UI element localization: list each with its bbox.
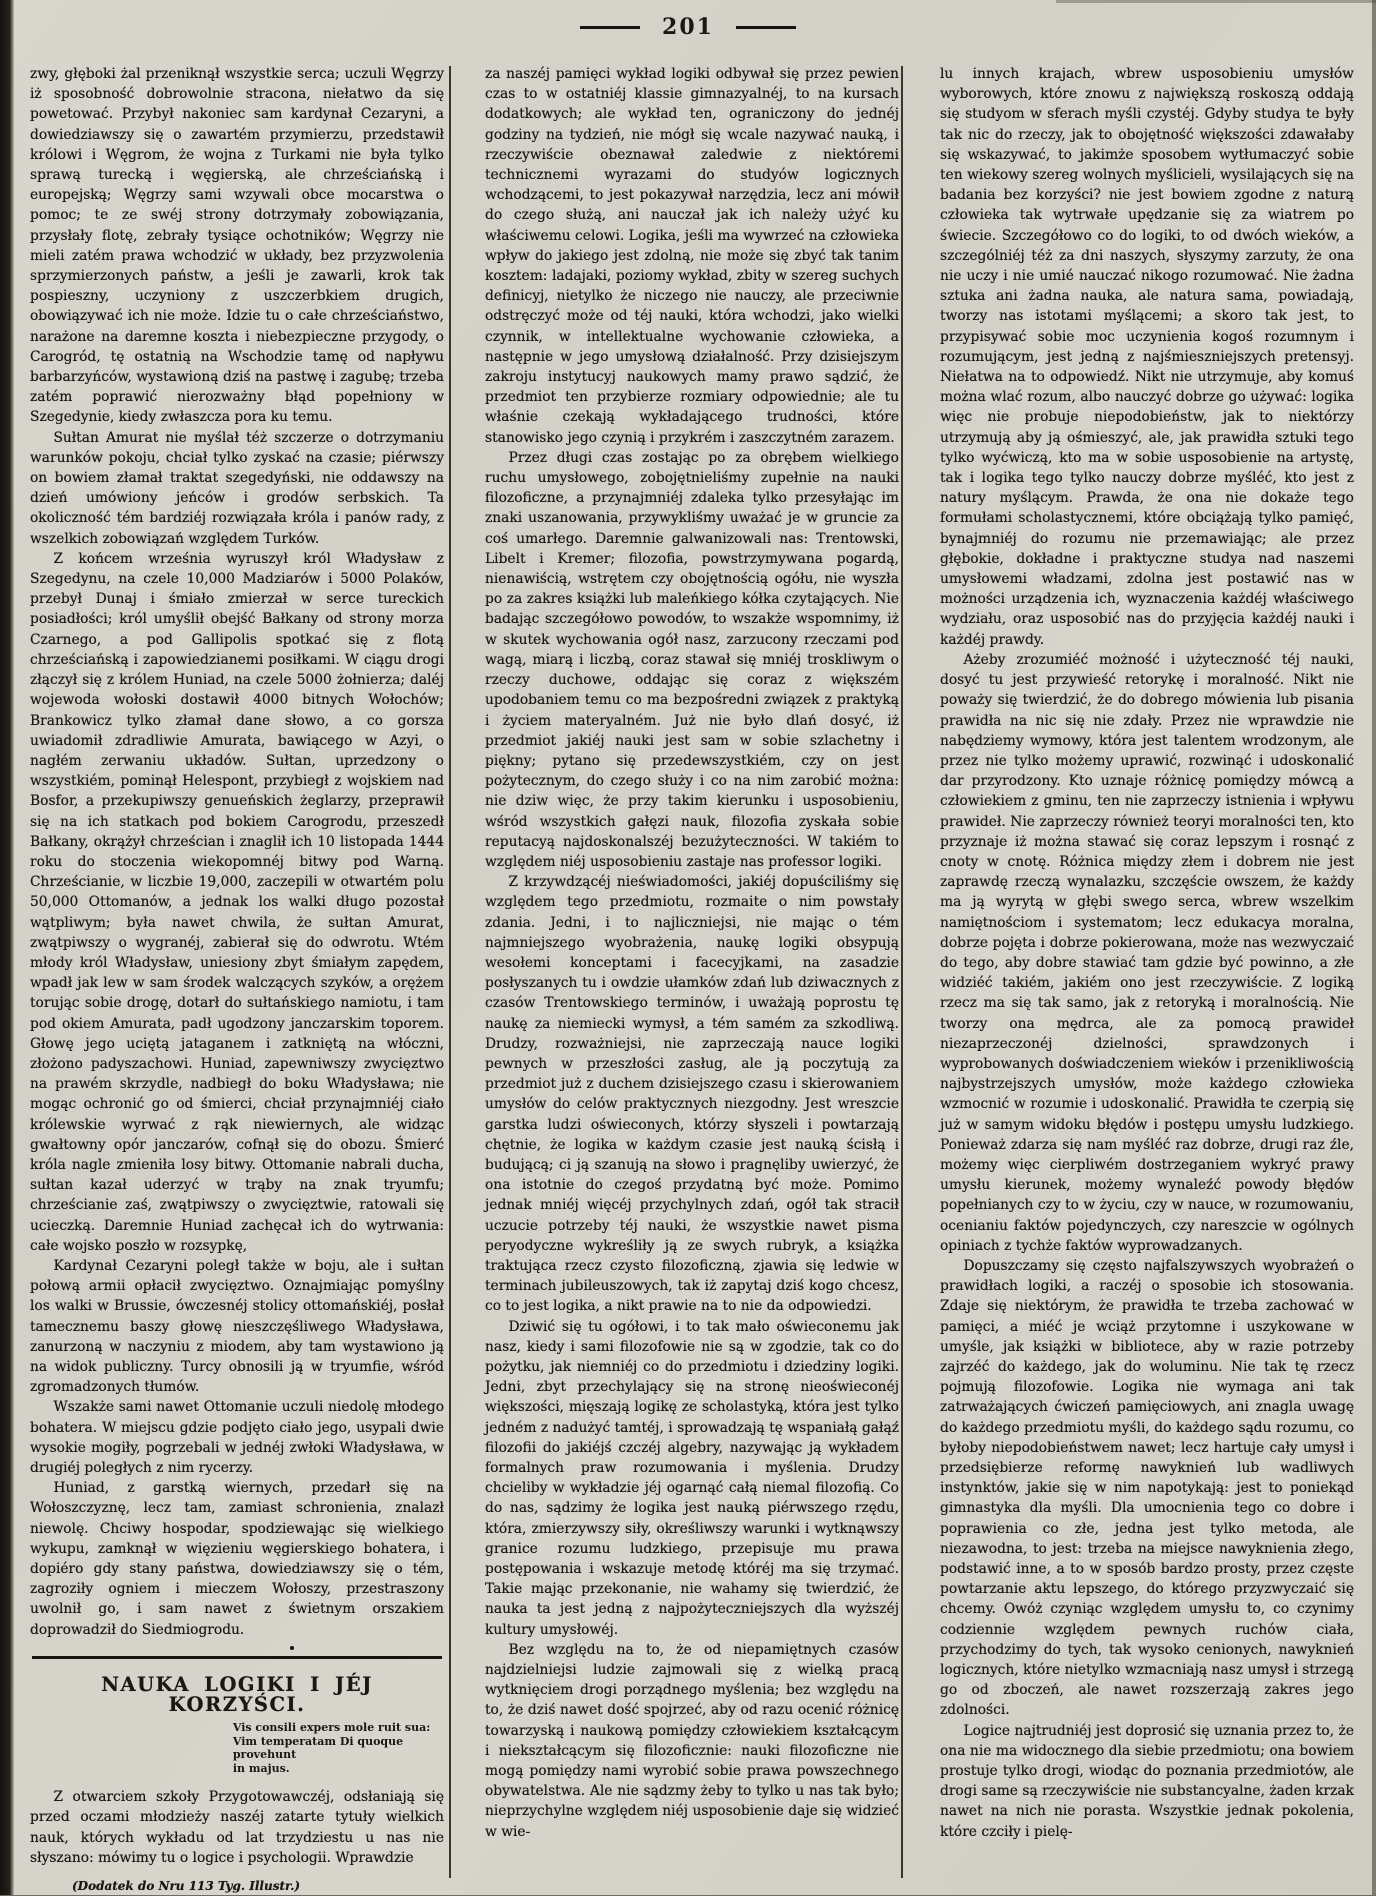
column-1	[30, 64, 444, 1894]
article-paragraph: Sułtan Amurat nie myślał téż szczerze o dotrzymaniu warunków pokoju, chciał tylko zyskać na czasie; piérwszy on bowiem złamał traktat szegedyński, nie oddawszy na dzień umówiony jeńców i grodów serbskich. Ta okoliczność tém bardziéj rozwiązała króla i panów rady, z wszelkich zobowiązań względem Turków.	[30, 429, 444, 547]
article-paragraph: Ażeby zrozumiéć możność i użyteczność téj nauki, dosyć tu jest przywieść retorykę i moralność. Nikt nie poważy się twierdzić, że do dobrego mówienia lub pisania prawidła na nic się nie zdały. Przez nie wprawdzie nie nabędziemy wymowy, która jest talentem wrodzonym, ale przez nie tylko możemy uprawić, rozwinąć i udoskonalić dar przyrodzony. Kto uznaje różnicę pomiędzy mówcą a człowiekiem z gminu, ten nie zaprzeczy istnienia i wpływu prawideł. Nie zaprzeczy również teoryi moralności ten, kto przyznaje iż można stawać się coraz lepszym i rosnąć z cnoty w cnotę. Różnica między złem i dobrem nie jest zaprawdę rzeczą wynalazku, szczęście owszem, że każdy ma ją wyrytą w głębi swego serca, wbrew wszelkim namiętnościom i systematom; lecz edukacya moralna, dobrze pojęta i dobrze pokierowana, może nas wezwyczaić do tego, aby dobre stawiać tam gdzie być powinno, a złe widziéć takiém, jakiém ono jest rzeczywiście. Z logiką rzecz ma się tak samo, jak z retoryką i moralnością. Nie tworzy ona mędrca, ale za pomocą prawideł niezaprzeczonéj dzielności, sprawdzonych i wyprobowanych doświadczeniem wieków i przenikliwością najbystrzejszych umysłów, może każdego człowieka wzmocnić w rozumie i udoskonalić. Prawidła te czerpią się już w samym widoku błędów i postępu umysłu ludzkiego. Ponieważ zdarza się nam myśléć raz dobrze, drugi raz źle, możemy więc cierpliwém dostrzeganiem wykryć prawy umysłu kierunek, możemy wynaleźć powody błędów popełnianych czy to w życiu, czy w nauce, w rozumowaniu, ocenianiu faktów pojedynczych, czy nareszcie w ogólnych opiniach z tychże faktów wyprowadzanych.	[940, 651, 1354, 1254]
article-end-rule	[32, 1656, 442, 1659]
article-paragraph: Dopuszczamy się często najfalszywszych wyobrażeń o prawidłach logiki, a raczéj o sposobie ich stosowania. Zdaje się niektórym, że prawidła te trzeba zachować w pamięci, a miéć je wciąż przytomne i uszykowane w umyśle, jak książki w bibliotece, aby w razie potrzeby zajrzéć do każdego, jak do woluminu. Nie tak tę rzecz pojmują filozofowie. Logika nie wymaga ani tak zatrważających ćwiczeń pamięciowych, ani znagla uwagę do każdego przedmiotu myśli, do każdego sądu rozumu, co byłoby niepodobieństwem nawet; lecz hartuje cały umysł i przedsiębierze reformę nawyknień lub wadliwych instynktów, jakie się w nim napotykają: jest to poniekąd gimnastyka dla myśli. Dla umocnienia tego co dobre i poprawienia co złe, jedna jest tylko metoda, ale niezawodna, to jest: trzeba na miejsce nawyknienia złego, podstawić inne, a to w sposób bardzo prosty, przez częste powtarzanie aktu lepszego, do którego przyzwyczaić się chcemy. Owóż czyniąc względem umysłu to, co czynimy codziennie względem pewnych ruchów ciała, przychodzimy do tych, tak wysoko cenionych, nawyknień logicznych, które nietylko wzmacniają nasz umysł i strzegą go od zboczeń, ale nawet rozszerzają zakres jego zdolności.	[940, 1257, 1354, 1719]
epigraph-line: in majus.	[232, 1761, 290, 1775]
epigraph-line: Vim temperatam Di quoque provehunt	[232, 1734, 404, 1762]
scan-top-edge	[1056, 0, 1376, 3]
column-gap	[444, 64, 485, 1880]
scan-right-edge	[1372, 0, 1376, 1895]
section-epigraph	[233, 1721, 444, 1775]
header-dash-right	[736, 26, 796, 29]
article-paragraph: Przez długi czas zostając po za obrębem wielkiego ruchu umysłowego, zobojętnieliśmy zupełnie na nauki filozoficzne, a przynajmniéj zdaleka tylko przesyłając im znaki uszanowania, przywykliśmy uważać je w gruncie za coś umarłego. Daremnie galwanizowali nas: Trentowski, Libelt i Kremer; filozofia, powstrzymywana pogardą, nienawiścią, wstrętem czy obojętnością ogółu, nie wyszła po za zakres książki lub maleńkiego kółka czytających. Nie badając szczegółowo powodów, to wszakże wspomnimy, iż w skutek wychowania ogół nasz, zarzucony rzeczami pod wagą, miarą i liczbą, coraz stawał się mniéj troskliwym o rzeczy duchowe, oddając się coraz z większém upodobaniem temu co ma bezpośredni związek z praktyką i życiem materyalném. Już nie było dlań dosyć, iż przedmiot jakiéj nauki jest sam w sobie szlachetny i piękny; pytano się przedewszystkiém, czy on jest pożytecznym, do czego służy i co na nim zarobić można: nie dziw więc, że przy takim kierunku i usposobieniu, wśród wszystkich gałęzi nauk, filozofia zyskała sobie reputacyą najdoskonalszéj bezużyteczności. W takiém to względem niéj usposobieniu zastaje nas professor logiki.	[485, 449, 899, 870]
article-paragraph: Z końcem września wyruszył król Władysław z Szegedynu, na czele 10,000 Madziarów i 5000 Polaków, przebył Dunaj i śmiało zmierzał w serce tureckich posiadłości; król umyślił obejść Bałkany od strony morza Czarnego, a pod Gallipolis spotkać się z flotą chrześciańską i zapowiedzianemi posiłkami. W ciągu drogi złączył się z królem Huniad, na czele 5000 żołnierza; daléj wojewoda wołoski dostawił 4000 bitnych Wołochów; Brankowicz tylko złamał dane słowo, a co gorsza uwiadomił zdradliwie Amurata, bawiącego w Azyi, o nagłém zerwaniu układów. Sułtan, uprzedzony o wszystkiém, pominął Helespont, przybiegł z wojskiem nad Bosfor, a przekupiwszy genueńskich żeglarzy, przeprawił się na ich statkach pod bokiem Carogrodu, przeszedł Bałkany, okrążył chrześcian i znaglił ich 10 listopada 1444 roku do stoczenia wiekopomnéj bitwy pod Warną. Chrześcianie, w liczbie 19,000, zaczepili w otwartém polu 50,000 Ottomanów, a jednak los walki długo pozostał wątpliwym; była nawet chwila, że sułtan Amurat, zwątpiwszy o wygranéj, zabierał się do odwrotu. Wtém młody król Władysław, uniesiony zbyt śmiałym zapędem, wpadł jak lew w sam środek walczących szyków, a orężem torując sobie drogę, dotarł do sułtańskiego namiotu, i tam pod okiem Amurata, padł ugodzony janczarskim toporem. Głowę jego uciętą jataganem i zatkniętą na włóczni, złożono padyszachowi. Huniad, zapewniwszy zwycięztwo na prawém skrzydle, nadbiegł do boku Władysława; nie mogąc ochronić go od śmierci, chciał przynajmniéj ciało królewskie wyrwać z rąk niewiernych, ale widząc gwałtowny opór janczarów, cofnął się do obozu. Śmierć króla nagle zmieniła losy bitwy. Ottomanie nabrali ducha, sułtan kazał uderzyć w trąby na znak tryumfu; chrześcianie zaś, zwątpiwszy o zwycięztwie, ratowali się ucieczką. Daremnie Huniad zachęcał ich do wytrwania: całe wojsko poszło w rozsypkę,	[30, 550, 444, 1254]
column-3	[940, 64, 1354, 1880]
section-first-paragraph: Z otwarciem szkoły Przygotowawczéj, odsłaniają się przed oczami młodzieży naszéj zatarte tytuły wielkich nauk, których wykładu od lat trzydziestu u nas nie słyszano: mówimy tu o logice i psychologii. Wprawdzie	[30, 1789, 444, 1866]
column-gap	[899, 64, 940, 1880]
column-2	[485, 64, 899, 1880]
rule-ornament-dot	[290, 1646, 294, 1650]
article-paragraph: za naszéj pamięci wykład logiki odbywał się przez pewien czas to w ostatniéj klassie gimnazyalnéj, to na kursach dodatkowych; ale wykład ten, ograniczony do jednéj godziny na tydzień, nie mógł się wcale nazywać nauką, i rzeczywiście obeznawał zaledwie z niektóremi technicznemi wyrazami do studyów logicznych wchodzącemi, to jest pokazywał narzędzia, lecz ani mówił do czego służą, ani nauczał jak ich należy użyć ku właściwemu celowi. Logika, jeśli ma wywrzeć na człowieka wpływ do jakiego jest zdolną, nie może się zbyć tak tanim kosztem: ladajaki, poziomy wykład, zbity w szereg suchych definicyj, nietylko że niczego nie nauczy, ale przeciwnie odstręczyć może od téj nauki, która wchodzi, jako wielki czynnik, w intellektualne wychowanie człowieka, a następnie w jego umysłową działalność. Przy dzisiejszym zakroju instytucyj naukowych mamy prawo sądzić, że przedmiot ten przybierze rozmiary odpowiednie; ale tu właśnie czekają wykładającego trudności, które stanowisko jego czynią i przykrém i zaszczytném zarazem.	[485, 66, 899, 446]
section-title: NAUKA LOGIKI I JÉJ KORZYŚCI.	[101, 1672, 373, 1717]
article-paragraph: Dziwić się tu ogółowi, i to tak mało oświeconemu jak nasz, kiedy i sami filozofowie nie są w zgodzie, tak co do pożytku, jak niemniéj co do przedmiotu i dziedziny logiki. Jedni, zbyt przechylający się na stronę nieoświeconéj większości, mięszają logikę ze scholastyką, która jest tylko jedném z nadużyć tamtéj, i sprowadzają tę wspaniałą gałąź filozofii do jakiéjś czczéj algebry, nazywając ją wykładem formalnych praw rozumowania i myślenia. Drudzy chcieliby w wykładzie jéj ogarnąć całą niemal filozofią. Co do nas, sądzimy że logika jest nauką piérwszego rzędu, która, zmierzywszy siły, określiwszy warunki i wytknąwszy granice rozumu ludzkiego, przepisuje mu prawa postępowania i wskazuje metodę któréj ma się trzymać. Takie mając przekonanie, nie wahamy się twierdzić, że nauka ta jest jedną z najpożyteczniejszych dla wyższéj kultury umysłowéj.	[485, 1318, 899, 1638]
article-paragraph: Logice najtrudniéj jest doprosić się uznania przez to, że ona nie ma widocznego dla siebie przedmiotu; ona bowiem prostuje tylko drogi, wiodąc do poznania przedmiotów, ale drogi same są rzeczywiście nie substancyalne, żaden krzak nawet na nich nie porasta. Wszystkie jednak pokolenia, które czciły i pielę-	[940, 1722, 1354, 1840]
page-number: 201	[662, 14, 714, 40]
header-dash-left	[580, 26, 640, 29]
article-paragraph: zwy, głęboki żal przeniknął wszystkie serca; uczuli Węgrzy iż sposobność dobrowolnie stracona, niełatwo da się powetować. Przybył nakoniec sam kardynał Cezaryni, a dowiedziawszy się o zawartém przymierzu, przedstawił królowi i Węgrom, że wojna z Turkami nie była tylko sprawą turecką i węgierską, ale chrześciańską i europejską; Węgrzy sami wzywali obce mocarstwa o pomoc; te ze swéj strony dotrzymały zobowiązania, przysłały flotę, zebrały tysiące ochotników; Węgrzy nie mieli zatém prawa wchodzić w układy, bez przyzwolenia sprzymierzonych państw, a jeśli je zawarli, krok tak pospieszny, uczyniony z uszczerbkiem drugich, obowiązywać ich nie może. Idzie tu o całe chrześciaństwo, narażone na daremne koszta i niebezpieczne przygody, o Carogród, tę ostatnią na Wschodzie tamę od napływu barbarzyńców, wystawioną dziś na pastwę i zagubę; trzeba zatém poprawić nierozważny błąd popełniony w Szegedynie, kiedy zwłaszcza pora ku temu.	[30, 66, 444, 426]
scan-gutter-edge	[0, 0, 14, 1895]
article-paragraph: Kardynał Cezaryni poległ także w boju, ale i sułtan połową armii opłacił zwycięztwo. Oznajmiając pomyślny los walki w Brussie, ówczesnéj stolicy ottomańskiéj, posłał tamecznemu baszy głowę nieszczęśliwego Władysława, zanurzoną w naczyniu z miodem, aby tam wystawiono ją na widok publiczny. Turcy obnosili ją w tryumfie, wśród zgromadzonych tłumów.	[30, 1257, 444, 1396]
page-header	[0, 14, 1376, 40]
text-columns	[30, 64, 1354, 1894]
epigraph-line: Vis consili expers mole ruit sua:	[232, 1721, 431, 1735]
article-paragraph: Wszakże sami nawet Ottomanie uczuli niedolę młodego bohatera. W miejscu gdzie podjęto ciało jego, usypali dwie wysokie mogiły, pogrzebali w jednéj zwłoki Władysława, w drugiéj poległych z nim rycerzy.	[30, 1399, 444, 1477]
article-paragraph: Huniad, z garstką wiernych, przedarł się na Wołoszczyznę, lecz tam, zamiast schronienia, znalazł niewolę. Chciwy hospodar, spodziewając się wielkiego wykupu, zamknął w więzieniu węgierskiego bohatera, i dopiéro gdy stany państwa, dowiedziawszy się o tém, zagroziły ogniem i mieczem Wołoszy, przestraszony uwolnił go, i sam nawet z świetnym orszakiem doprowadził do Siedmiogrodu.	[30, 1480, 444, 1638]
article-paragraph: Z krzywdzącéj nieświadomości, jakiéj dopuściliśmy się względem tego przedmiotu, rozmaite o nim powstały zdania. Jedni, i to najliczniejsi, nie mając o tém najmniejszego wyobrażenia, naukę logiki obsypują wesołemi konceptami i facecyjkami, na zasadzie posłyszanych tu i owdzie ułamków zdań lub dziwacznych z czasów Trentowskiego terminów, i uważają poprostu tę naukę za niemiecki wymysł, a tém samém za szkodliwą. Drudzy, rozważniejsi, nie zaprzeczają nauce logiki pewnych w przeszłości zasług, ale ją poczytują za przedmiot już z duchem dzisiejszego czasu i skierowaniem umysłów do celów praktycznych niezgodny. Jest wreszcie garstka ludzi oświeconych, którzy słyszeli i powtarzają chętnie, że logika w każdym czasie jest nauką ścisłą i budującą; ci ją szanują na słowo i pragnęliby uwierzyć, że ona istotnie do czegoś przydatną być może. Pomimo jednak mniéj więcéj przychylnych zdań, ogół tak stracił uczucie potrzeby téj nauki, że wszystkie nawet pisma peryodyczne wykreśliły ją ze swych rubryk, a książka traktująca rzecz czysto filozoficzną, zjawia się ledwie w terminach jubileuszowych, tak iż zapytaj dziś kogo chcesz, co to jest logika, a nikt prawie na to nie da odpowiedzi.	[485, 874, 899, 1315]
article-paragraph: Bez względu na to, że od niepamiętnych czasów najdzielniejsi ludzie zajmowali się z wielką pracą wytknięciem drogi porządnego myślenia; bez względu na to, że dziś nawet dość spojrzeć, aby od razu ocenić różnicę towarzyską i naukową pomiędzy człowiekiem kształcącym i niekształcącym się filozoficznie: nauki filozoficzne nie mogą pomiędzy nami wyrobić sobie prawa powszechnego obywatelstwa. Ale nie sądzmy żeby to tylko u nas tak było; nieprzychylne względem niéj usposobienie daje się widzieć w wie-	[485, 1641, 899, 1840]
article-paragraph: lu innych krajach, wbrew usposobieniu umysłów wyborowych, które znowu z największą roskoszą oddają się studyom w sferach myśli czystéj. Gdyby studya te były tak nic do rzeczy, jak to obojętność większości zdawałaby się wskazywać, to jakimże sposobem wytłumaczyć sobie ten wiekowy szereg wolnych myślicieli, wysilających się na badania bez korzyści? nie jest bowiem zgodne z naturą człowieka tak wytrwałe upędzanie się za wiatrem po świecie. Szczegółowo co do logiki, to od dwóch wieków, a szczególniéj téż za dni naszych, słyszymy zarzuty, że ona nie uczy i nie umié nauczać nikogo rozumować. Nie żadna sztuka ani żadna nauka, ale natura sama, powiadają, tworzy nas istotami myślącemi; a skoro tak jest, to przypisywać sobie moc uczynienia kogoś rozumnym i rozumującym, jest jedną z najśmieszniejszych pretensyj. Niełatwa na to odpowiedź. Nikt nie utrzymuje, aby komuś można wlać rozum, albo nauczyć dobrze go używać: logika więc nie probuje niepodobieństw, jak to niektórzy utrzymują aby ją ośmieszyć, ale, jak prawidła sztuki tego tylko wyćwiczą, kto ma w sobie usposobienie na artystę, tak i logika tego tylko nauczy dobrze myśléć, kto jest z natury myślącym. Prawda, że ona nie dokaże tego formułami scholastycznemi, które obciążają tylko pamięć, bynajmniéj do rozumu nie przemawiając; ale przez głębokie, dokładne i praktyczne studya nad naszemi umysłowemi władzami, zdolna jest postawić nas w możności urządzenia ich, wyznaczenia każdéj właściwego wydziału, oraz usposobić nas do przyjęcia każdéj nauki i każdéj prawdy.	[940, 66, 1354, 648]
supplement-footnote: (Dodatek do Nru 113 Tyg. Illustr.)	[72, 1879, 301, 1894]
